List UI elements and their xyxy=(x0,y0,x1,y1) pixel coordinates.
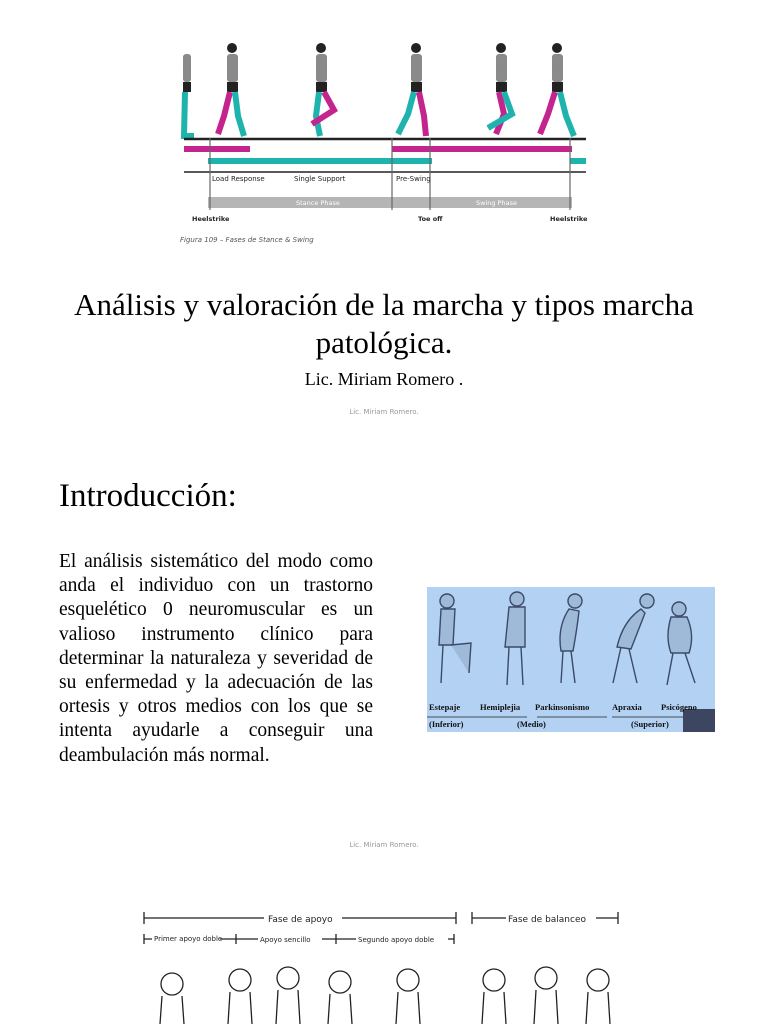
walking-figure-3 xyxy=(312,43,334,136)
child-figure-1 xyxy=(160,973,184,1024)
label-apoyo-sencillo: Apoyo sencillo xyxy=(260,936,311,944)
section-heading: Introducción: xyxy=(59,478,237,514)
gait-cycle-figure xyxy=(178,38,590,248)
walking-figure-2 xyxy=(218,43,244,136)
label-primer-apoyo-doble: Primer apoyo doble xyxy=(154,935,223,943)
phase-label-load-response: Load Response xyxy=(212,175,265,183)
child-figure-4 xyxy=(328,971,352,1024)
event-heelstrike-2: Heelstrike xyxy=(550,215,588,223)
gait-phases-figure xyxy=(140,906,630,1024)
teal-bar-1 xyxy=(208,158,432,164)
label-apraxia: Apraxia xyxy=(612,702,642,712)
magenta-bar-1 xyxy=(184,146,250,152)
label-segundo-apoyo-doble: Segundo apoyo doble xyxy=(358,936,435,944)
label-hemiplejia: Hemiplejia xyxy=(480,702,521,712)
page-title: Análisis y valoración de la marcha y tipos marcha patológica. xyxy=(74,287,694,360)
label-parkinsonismo: Parkinsonismo xyxy=(535,702,590,712)
event-toe-off: Toe off xyxy=(418,215,443,223)
figure-parkinsonismo xyxy=(560,594,582,683)
slide-footer: Lic. Miriam Romero. xyxy=(349,841,419,849)
phase-label-single-support: Single Support xyxy=(294,175,346,183)
label-medio: (Medio) xyxy=(517,719,546,729)
label-fase-balanceo: Fase de balanceo xyxy=(508,915,587,925)
figure-estepaje xyxy=(439,594,471,683)
teal-bar-2 xyxy=(570,158,586,164)
child-figure-6 xyxy=(482,969,506,1024)
label-fase-apoyo: Fase de apoyo xyxy=(268,915,333,925)
child-figure-3 xyxy=(276,967,300,1024)
corner-block xyxy=(683,709,715,732)
figure-hemiplejia xyxy=(505,592,525,685)
event-heelstrike-1: Heelstrike xyxy=(192,215,230,223)
figure-apraxia xyxy=(613,594,654,683)
label-estepaje: Estepaje xyxy=(429,702,461,712)
label-psicogeno: Psicógeno xyxy=(661,702,697,712)
walking-figure-1 xyxy=(183,54,194,136)
figure-psicogeno xyxy=(667,602,695,685)
stance-phase-label: Stance Phase xyxy=(296,199,340,207)
pathological-gait-figure xyxy=(427,587,715,732)
child-figure-5 xyxy=(396,969,420,1024)
walking-figure-5 xyxy=(488,43,512,134)
child-figure-7 xyxy=(534,967,558,1024)
walking-figure-4 xyxy=(398,43,426,136)
child-figure-8 xyxy=(586,969,610,1024)
swing-phase-label: Swing Phase xyxy=(476,199,517,207)
slide-footer: Lic. Miriam Romero. xyxy=(349,408,419,416)
child-figure-2 xyxy=(228,969,252,1024)
phase-label-pre-swing: Pre-Swing xyxy=(396,175,431,183)
walking-figure-6 xyxy=(540,43,574,136)
author: Lic. Miriam Romero . xyxy=(304,369,464,389)
intro-paragraph: El análisis sistemático del modo como anda el individuo con un trastorno esquelético 0 neuromuscular es un valioso instrumento clínico para determinar la naturaleza y severidad de su enfermedad y la adecuación de las ortesis y otros medios con los que se intenta ayudarle a conseguir una deambulación más normal. xyxy=(59,551,373,766)
magenta-bar-2 xyxy=(392,146,572,152)
figure-caption: Figura 109 – Fases de Stance & Swing xyxy=(180,236,314,244)
label-inferior: (Inferior) xyxy=(429,719,464,729)
label-superior: (Superior) xyxy=(631,719,669,729)
